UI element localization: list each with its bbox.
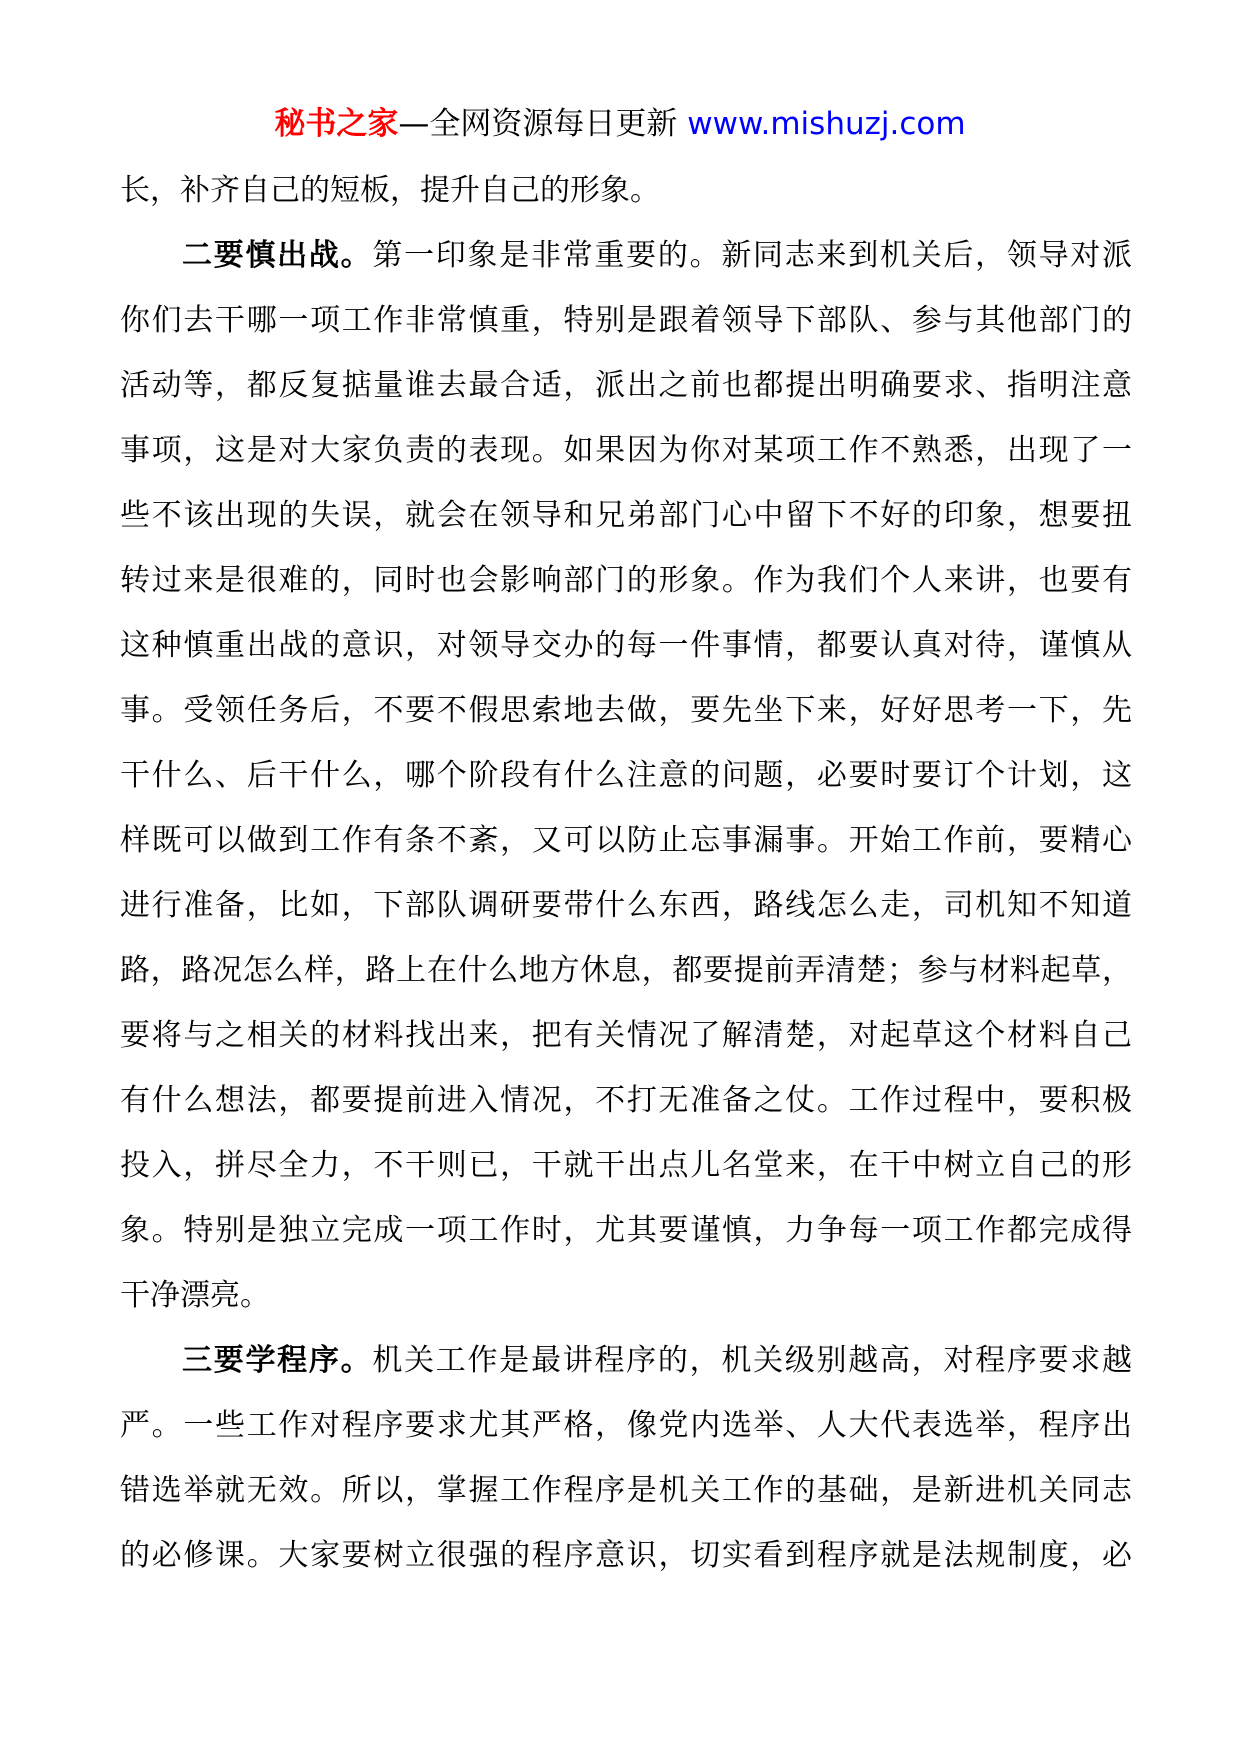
text-line: 样既可以做到工作有条不紊，又可以防止忘事漏事。开始工作前，要精心: [120, 823, 1132, 858]
text-line: 的必修课。大家要树立很强的程序意识，切实看到程序就是法规制度，必: [120, 1538, 1132, 1573]
text-line: 路，路况怎么样，路上在什么地方休息，都要提前弄清楚；参与材料起草，: [120, 953, 1132, 988]
text-line: 有什么想法，都要提前进入情况，不打无准备之仗。工作过程中，要积极: [120, 1083, 1132, 1118]
text-line: 活动等，都反复掂量谁去最合适，派出之前也都提出明确要求、指明注意: [120, 368, 1132, 403]
text-line: 要将与之相关的材料找出来，把有关情况了解清楚，对起草这个材料自己: [120, 1018, 1132, 1053]
text-line: 错选举就无效。所以，掌握工作程序是机关工作的基础，是新进机关同志: [120, 1473, 1132, 1508]
brand-name: 秘书之家: [274, 106, 399, 142]
text-line: 投入，拼尽全力，不干则已，干就干出点儿名堂来，在干中树立自己的形: [120, 1148, 1132, 1183]
text-line: 严。一些工作对程序要求尤其严格，像党内选举、人大代表选举，程序出: [120, 1408, 1132, 1443]
paragraph-continuation: [120, 158, 1132, 223]
text-line: 进行准备，比如，下部队调研要带什么东西，路线怎么走，司机知不知道: [120, 888, 1132, 923]
text-line: 转过来是很难的，同时也会影响部门的形象。作为我们个人来讲，也要有: [120, 563, 1132, 598]
text-line: 事。受领任务后，不要不假思索地去做，要先坐下来，好好思考一下，先: [120, 693, 1132, 728]
text-line-content: 第一印象是非常重要的。新同志来到机关后，领导对派: [372, 238, 1133, 273]
document-body: [120, 158, 1132, 1588]
section-heading: 三要学程序。: [182, 1343, 373, 1378]
text-line: 象。特别是独立完成一项工作时，尤其要谨慎，力争每一项工作都完成得: [120, 1213, 1132, 1248]
text-line: 事项，这是对大家负责的表现。如果因为你对某项工作不熟悉，出现了一: [120, 433, 1132, 468]
header-tagline: —全网资源每日更新: [398, 106, 688, 142]
text-line: [120, 223, 1132, 288]
text-line: 长，补齐自己的短板，提升自己的形象。: [120, 173, 660, 208]
paragraph-section-two: [120, 223, 1132, 1328]
text-line: 这种慎重出战的意识，对领导交办的每一件事情，都要认真对待，谨慎从: [120, 628, 1132, 663]
text-line: [120, 1328, 1132, 1393]
text-line: 些不该出现的失误，就会在领导和兄弟部门心中留下不好的印象，想要扭: [120, 498, 1132, 533]
page-header: [0, 100, 1240, 148]
text-line: 干什么、后干什么，哪个阶段有什么注意的问题，必要时要订个计划，这: [120, 758, 1132, 793]
section-heading: 二要慎出战。: [182, 238, 373, 273]
text-line: 你们去干哪一项工作非常慎重，特别是跟着领导下部队、参与其他部门的: [120, 303, 1132, 338]
site-url-link[interactable]: www.mishuzj.com: [687, 106, 966, 142]
text-line: 干净漂亮。: [120, 1278, 270, 1313]
text-line-content: 机关工作是最讲程序的，机关级别越高，对程序要求越: [372, 1343, 1133, 1378]
paragraph-section-three: [120, 1328, 1132, 1588]
